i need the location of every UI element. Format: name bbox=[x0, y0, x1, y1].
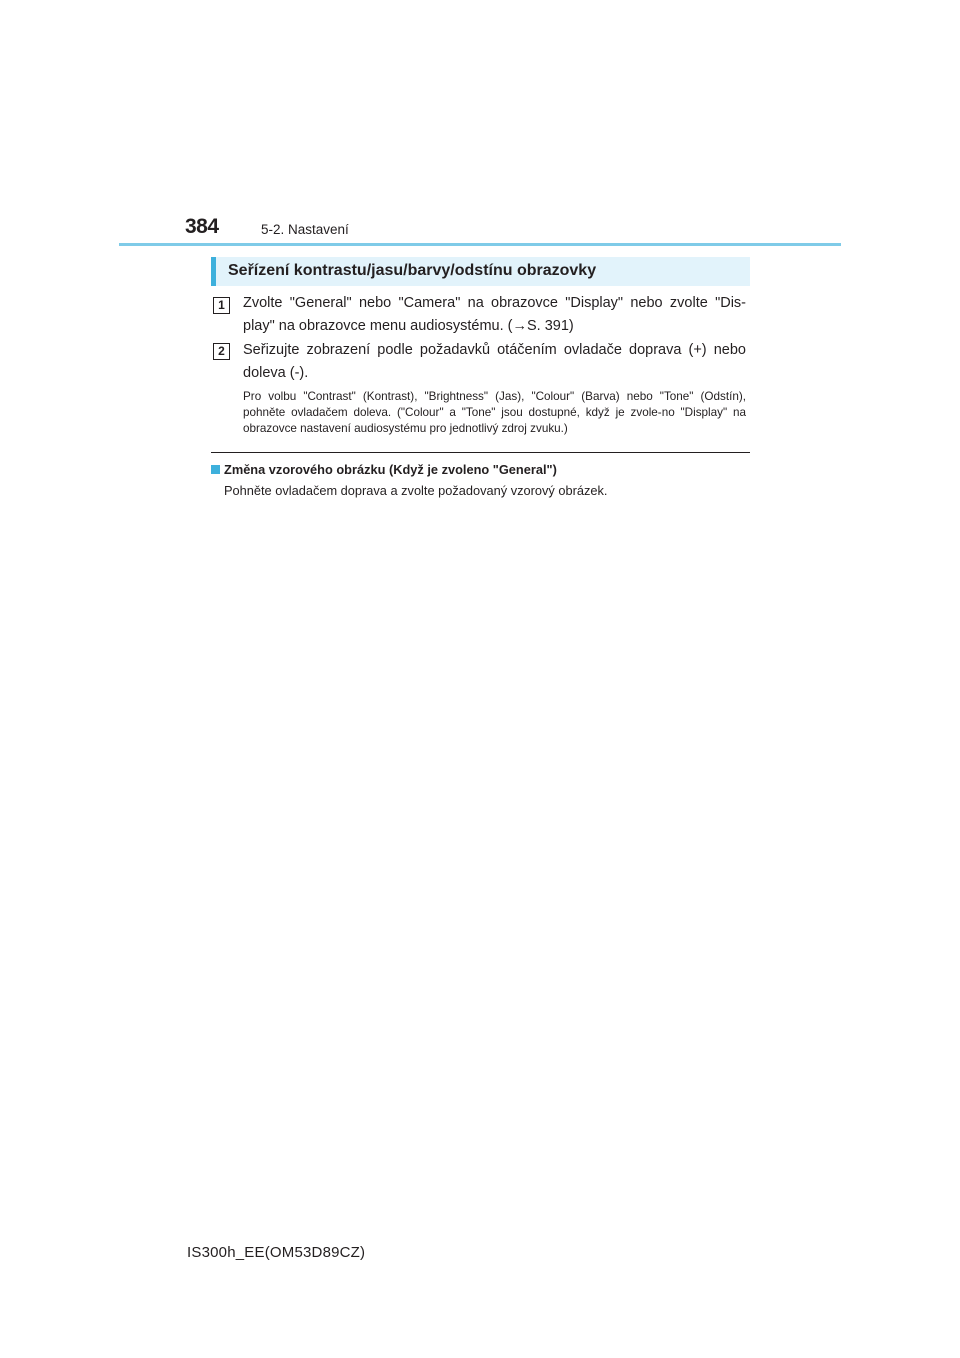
section-title: Seřízení kontrastu/jasu/barvy/odstínu obrazovky bbox=[228, 262, 597, 279]
section-label: 5-2. Nastavení bbox=[261, 222, 349, 237]
step-1-badge: 1 bbox=[213, 297, 230, 314]
square-bullet-icon bbox=[211, 465, 220, 474]
page-number: 384 bbox=[185, 215, 219, 238]
step-2-badge: 2 bbox=[213, 343, 230, 360]
step-2-note: Pro volbu "Contrast" (Kontrast), "Brightness" (Jas), "Colour" (Barva) nebo "Tone" (Odstín), pohněte ovladačem doleva. ("Colour" a "Tone" jsou dostupné, když je zvole-no "Display" na obrazovce nastavení audiosystému pro jednotlivý zdroj zvuku.) bbox=[243, 390, 746, 435]
subsection-body: Pohněte ovladačem doprava a zvolte požadovaný vzorový obrázek. bbox=[224, 483, 608, 498]
header-rule bbox=[119, 243, 841, 246]
step-2-text: Seřizujte zobrazení podle požadavků otáčením ovladače doprava (+) nebo doleva (-). bbox=[243, 342, 746, 381]
section-title-bar bbox=[211, 257, 750, 286]
subsection-heading-text: Změna vzorového obrázku (Když je zvoleno "General") bbox=[224, 462, 557, 477]
document-code: IS300h_EE(OM53D89CZ) bbox=[187, 1244, 366, 1261]
divider bbox=[211, 452, 750, 453]
step-1-text: Zvolte "General" nebo "Camera" na obrazovce "Display" nebo zvolte "Dis-play" na obrazovce menu audiosystému. (→S. 391) bbox=[243, 295, 746, 334]
subsection-heading bbox=[211, 462, 557, 477]
